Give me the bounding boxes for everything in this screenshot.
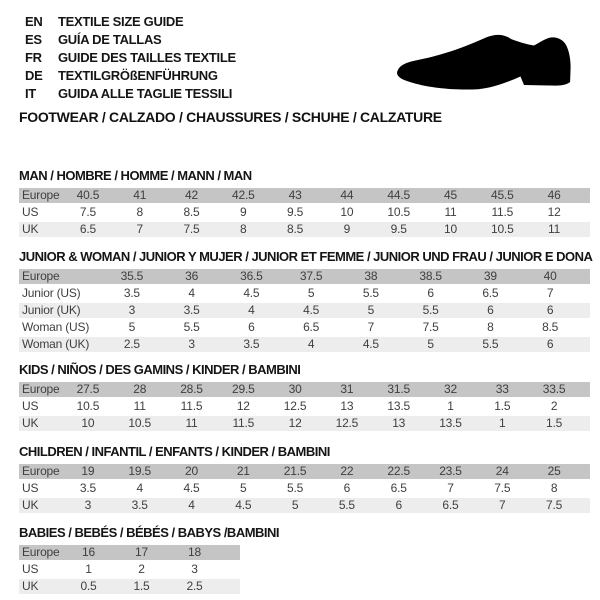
row-label: Junior (US) (22, 286, 81, 300)
size-cell: 2 (138, 562, 145, 576)
row-label: UK (22, 498, 39, 512)
table-row (19, 579, 240, 594)
size-cell: 17 (135, 545, 148, 559)
table-row (19, 303, 590, 318)
row-label: UK (22, 222, 39, 236)
size-cell: 6 (487, 303, 494, 317)
size-cell: 5.5 (422, 303, 439, 317)
size-cell: 45 (444, 188, 457, 202)
row-label: US (22, 399, 39, 413)
size-cell: 37.5 (299, 269, 323, 283)
size-cell: 24 (495, 464, 509, 478)
size-cell: 10 (340, 205, 354, 219)
size-cell: 4.5 (303, 303, 320, 317)
size-cell: 9 (240, 205, 247, 219)
size-cell: 29.5 (232, 382, 255, 396)
table-row (19, 337, 590, 352)
size-cell: 13 (392, 416, 406, 430)
size-cell: 28 (133, 382, 147, 396)
size-cell: 16 (82, 545, 95, 559)
size-cell: 4 (307, 337, 315, 351)
guide-title-es: GUÍA DE TALLAS (58, 32, 162, 47)
size-cell: 1 (499, 416, 506, 430)
size-cell: 12.5 (335, 416, 359, 430)
table-row (19, 464, 590, 479)
table-row (19, 320, 590, 335)
size-cell: 3.5 (131, 498, 148, 512)
size-cell: 35.5 (120, 269, 144, 283)
section-kids (19, 363, 590, 433)
language-code: EN (25, 14, 43, 29)
language-row-it (25, 85, 236, 103)
size-cell: 5 (367, 303, 375, 317)
row-label: Junior (UK) (22, 303, 81, 317)
size-cell: 36 (185, 269, 199, 283)
size-cell: 33.5 (542, 382, 566, 396)
row-label: Europe (22, 464, 60, 478)
size-cell: 6.5 (79, 222, 96, 236)
guide-title-en: TEXTILE SIZE GUIDE (58, 14, 184, 29)
size-cell: 11 (185, 416, 198, 430)
language-code: DE (25, 68, 43, 83)
size-cell: 6.5 (390, 481, 407, 495)
size-cell: 10.5 (490, 222, 514, 236)
table-row (19, 416, 590, 431)
size-cell: 5 (128, 320, 136, 334)
size-cell: 4.5 (243, 286, 260, 300)
size-cell: 10 (81, 416, 95, 430)
size-cell: 5 (240, 481, 247, 495)
size-cell: 6 (427, 286, 434, 300)
size-cell: 42.5 (232, 188, 255, 202)
size-cell: 21 (236, 464, 250, 478)
size-cell: 11 (548, 222, 561, 236)
size-cell: 43 (288, 188, 302, 202)
size-cell: 4.5 (183, 481, 200, 495)
language-row-de (25, 67, 236, 85)
table-row (19, 205, 590, 220)
size-cell: 12 (547, 205, 561, 219)
size-cell: 36.5 (240, 269, 263, 283)
size-cell: 1.5 (494, 399, 511, 413)
size-table-man (19, 188, 590, 237)
size-cell: 2 (550, 399, 558, 413)
size-cell: 3 (84, 498, 92, 512)
size-cell: 7.5 (494, 481, 511, 495)
row-label: US (22, 205, 39, 219)
size-cell: 18 (188, 545, 201, 559)
size-cell: 7 (367, 320, 375, 334)
size-cell: 12 (288, 416, 302, 430)
guide-title-de: TEXTILGRÖßENFÜHRUNG (58, 68, 218, 83)
language-row-fr (25, 49, 236, 67)
size-cell: 11 (444, 205, 457, 219)
size-cell: 7 (447, 481, 454, 495)
size-cell: 11.5 (232, 416, 255, 430)
row-label: US (22, 562, 39, 576)
size-cell: 4 (188, 498, 195, 512)
size-cell: 3.5 (183, 303, 200, 317)
shoe-icon (396, 32, 574, 94)
size-cell: 4 (188, 286, 195, 300)
size-cell: 1.5 (133, 579, 150, 593)
size-cell: 3.5 (79, 481, 96, 495)
size-cell: 11.5 (491, 205, 514, 219)
size-cell: 7 (136, 222, 143, 236)
table-row (19, 269, 590, 284)
size-cell: 5 (307, 286, 315, 300)
size-cell: 10 (444, 222, 457, 236)
size-cell: 2.5 (123, 337, 140, 351)
size-cell: 40 (543, 269, 557, 283)
size-cell: 5 (291, 498, 299, 512)
table-title-man: MAN / HOMBRE / HOMME / MANN / MAN (19, 168, 252, 183)
table-row (19, 382, 590, 397)
size-table-babies (19, 545, 240, 594)
table-row (19, 562, 240, 577)
size-cell: 13.5 (439, 416, 462, 430)
table-title-kids: KIDS / NIÑOS / DES GAMINS / KINDER / BAMBINI (19, 362, 301, 377)
size-cell: 44.5 (387, 188, 410, 202)
section-babies (19, 526, 279, 596)
size-cell: 7 (546, 286, 554, 300)
guide-title-it: GUIDA ALLE TAGLIE TESSILI (58, 86, 233, 101)
row-label: Woman (UK) (22, 337, 90, 351)
size-cell: 8.5 (542, 320, 559, 334)
size-cell: 8 (550, 481, 558, 495)
size-cell: 1 (447, 399, 454, 413)
size-cell: 30 (288, 382, 302, 396)
size-cell: 6.5 (482, 286, 499, 300)
size-cell: 5.5 (183, 320, 200, 334)
size-cell: 11 (133, 399, 146, 413)
size-cell: 44 (340, 188, 354, 202)
size-cell: 32 (444, 382, 457, 396)
row-label: UK (22, 579, 39, 593)
size-cell: 4.5 (362, 337, 379, 351)
table-row (19, 481, 590, 496)
size-cell: 12 (236, 399, 250, 413)
size-cell: 25 (547, 464, 561, 478)
size-cell: 8 (136, 205, 143, 219)
section-junior-woman (19, 250, 592, 354)
table-row (19, 545, 240, 560)
table-title-junior-woman: JUNIOR & WOMAN / JUNIOR Y MUJER / JUNIOR ET FEMME / JUNIOR UND FRAU / JUNIOR E DONA (19, 249, 593, 264)
size-cell: 23.5 (439, 464, 462, 478)
size-cell: 19.5 (128, 464, 151, 478)
size-cell: 39 (483, 269, 497, 283)
size-cell: 5.5 (338, 498, 355, 512)
size-cell: 21.5 (283, 464, 307, 478)
size-cell: 6 (546, 303, 554, 317)
size-cell: 6.5 (442, 498, 459, 512)
size-cell: 33 (495, 382, 509, 396)
language-title-list (25, 13, 236, 103)
size-cell: 13 (340, 399, 354, 413)
size-cell: 1 (85, 562, 92, 576)
row-label: Europe (22, 269, 60, 283)
section-man (19, 169, 590, 239)
size-cell: 10.5 (76, 399, 100, 413)
size-cell: 9.5 (287, 205, 304, 219)
size-cell: 2.5 (186, 579, 203, 593)
size-cell: 45.5 (490, 188, 514, 202)
size-cell: 40.5 (76, 188, 100, 202)
table-row (19, 222, 590, 237)
section-children (19, 445, 590, 515)
size-cell: 9.5 (390, 222, 407, 236)
size-cell: 38 (364, 269, 378, 283)
table-row (19, 286, 590, 301)
size-cell: 7.5 (422, 320, 439, 334)
size-table-children (19, 464, 590, 513)
size-cell: 5.5 (482, 337, 499, 351)
size-cell: 10.5 (387, 205, 410, 219)
size-cell: 42 (185, 188, 198, 202)
size-cell: 22.5 (387, 464, 410, 478)
size-cell: 38.5 (419, 269, 442, 283)
language-row-en (25, 13, 236, 31)
size-cell: 4 (136, 481, 143, 495)
row-label: Europe (22, 382, 60, 396)
size-cell: 6 (395, 498, 402, 512)
size-cell: 3.5 (123, 286, 140, 300)
size-cell: 12.5 (283, 399, 307, 413)
table-title-children: CHILDREN / INFANTIL / ENFANTS / KINDER / BAMBINI (19, 444, 330, 459)
category-title: FOOTWEAR / CALZADO / CHAUSSURES / SCHUHE / CALZATURE (19, 109, 442, 125)
size-cell: 10.5 (128, 416, 151, 430)
size-cell: 3 (128, 303, 136, 317)
size-cell: 1.5 (546, 416, 563, 430)
size-cell: 31.5 (387, 382, 410, 396)
size-cell: 5.5 (362, 286, 379, 300)
size-cell: 28.5 (180, 382, 203, 396)
size-cell: 8 (487, 320, 494, 334)
language-code: FR (25, 50, 42, 65)
size-cell: 7.5 (183, 222, 200, 236)
size-cell: 4 (248, 303, 255, 317)
size-cell: 8.5 (183, 205, 200, 219)
row-label: US (22, 481, 39, 495)
size-cell: 7.5 (546, 498, 563, 512)
size-cell: 3 (191, 562, 198, 576)
size-cell: 6 (343, 481, 351, 495)
size-cell: 20 (185, 464, 198, 478)
size-table-kids (19, 382, 590, 431)
size-cell: 27.5 (76, 382, 100, 396)
size-cell: 19 (81, 464, 95, 478)
language-code: ES (25, 32, 42, 47)
row-label: Europe (22, 188, 60, 202)
size-cell: 4.5 (235, 498, 252, 512)
size-cell: 6 (546, 337, 554, 351)
row-label: Europe (22, 545, 60, 559)
table-row (19, 188, 590, 203)
guide-title-fr: GUIDE DES TAILLES TEXTILE (58, 50, 236, 65)
size-cell: 7.5 (79, 205, 96, 219)
size-cell: 3 (188, 337, 195, 351)
language-row-es (25, 31, 236, 49)
size-cell: 6 (248, 320, 255, 334)
size-cell: 3.5 (243, 337, 260, 351)
size-cell: 46 (547, 188, 561, 202)
size-cell: 22 (340, 464, 354, 478)
size-cell: 13.5 (387, 399, 410, 413)
size-cell: 6.5 (303, 320, 320, 334)
size-cell: 0.5 (80, 579, 97, 593)
table-title-babies: BABIES / BEBÉS / BÉBÉS / BABYS /BAMBINI (19, 525, 280, 540)
row-label: UK (22, 416, 39, 430)
size-cell: 31 (340, 382, 354, 396)
size-cell: 9 (343, 222, 351, 236)
size-cell: 8.5 (287, 222, 304, 236)
size-cell: 5.5 (287, 481, 304, 495)
size-cell: 7 (499, 498, 506, 512)
table-row (19, 399, 590, 414)
language-code: IT (25, 86, 36, 101)
size-cell: 41 (133, 188, 147, 202)
size-cell: 8 (240, 222, 247, 236)
size-cell: 5 (427, 337, 434, 351)
size-table-junior-woman (19, 269, 590, 352)
size-cell: 11.5 (180, 399, 203, 413)
table-row (19, 498, 590, 513)
row-label: Woman (US) (22, 320, 90, 334)
